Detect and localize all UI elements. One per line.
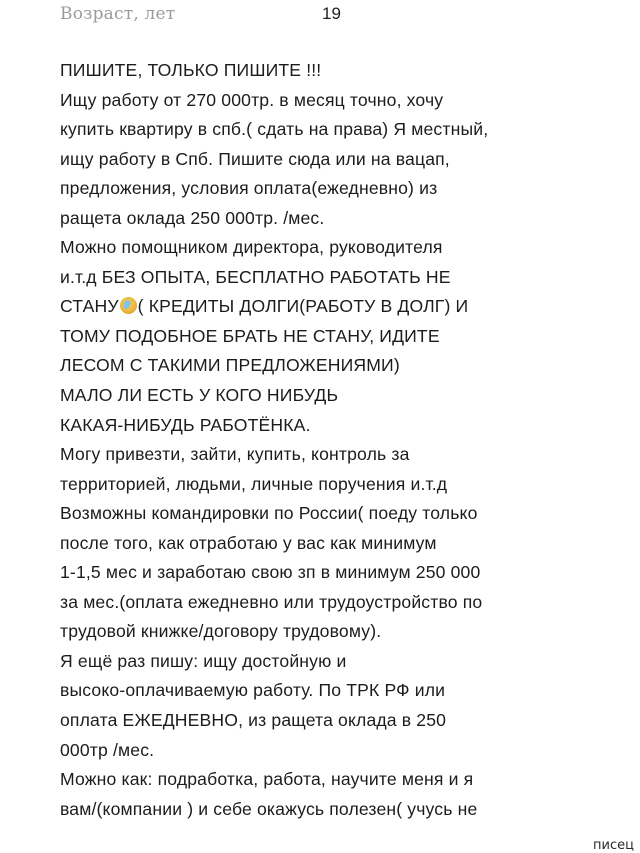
description-line: после того, как отработаю у вас как минимум [60,532,437,553]
description-line: ЛЕСОМ С ТАКИМИ ПРЕДЛОЖЕНИЯМИ) [60,355,400,376]
description-line: ПИШИТЕ, ТОЛЬКО ПИШИТЕ !!! [60,60,322,80]
description-line: Можно помощником директора, руководителя [60,237,443,258]
description-line: высоко-оплачиваемую работу. По ТРК РФ или [60,680,446,701]
site-watermark: писец [593,838,634,853]
description-line: КАКАЯ-НИБУДЬ РАБОТЁНКА. [60,414,311,435]
age-field-row [60,4,580,32]
job-description-text [60,56,612,824]
description-line-prefix: СТАНУ [60,296,119,317]
description-line: ТОМУ ПОДОБНОЕ БРАТЬ НЕ СТАНУ, ИДИТЕ [60,325,440,346]
description-line: территорией, людьми, личные поручения и.т.д [60,473,448,494]
description-line: Возможны командировки по России( поеду только [60,503,478,524]
description-line: ищу работу в Спб. Пишите сюда или на вацап, [60,148,450,169]
description-line-with-emoji [60,292,612,322]
description-line-suffix: ( КРЕДИТЫ ДОЛГИ(РАБОТУ В ДОЛГ) И [137,296,469,317]
description-line: предложения, условия оплата(ежедневно) из [60,178,438,199]
description-line: Я ещё раз пишу: ищу достойную и [60,650,347,671]
description-line: 000тр /мес. [60,739,155,760]
description-line: купить квартиру в спб.( сдать на права) Я местный, [60,119,489,140]
description-line: трудовой книжке/договору трудовому). [60,621,382,642]
description-line: Можно как: подработка, работа, научите меня и я [60,769,474,790]
description-line: Могу привезти, зайти, купить, контроль за [60,444,410,465]
age-label: Возраст, лет [60,4,176,24]
description-line: оплата ЕЖЕДНЕВНО, из ращета оклада в 250 [60,710,447,731]
description-line: Ищу работу от 270 000тр. в месяц точно, хочу [60,89,444,110]
description-line: и.т.д БЕЗ ОПЫТА, БЕСПЛАТНО РАБОТАТЬ НЕ [60,266,451,287]
description-line: вам/(компании ) и себе окажусь полезен( учусь не [60,798,478,819]
crying-face-icon [120,297,137,314]
description-line: МАЛО ЛИ ЕСТЬ У КОГО НИБУДЬ [60,385,339,406]
description-line: 1-1,5 мес и заработаю свою зп в минимум 250 000 [60,562,481,583]
age-value: 19 [322,4,341,23]
description-line: ращета оклада 250 000тр. /мес. [60,207,325,228]
description-line: за мес.(оплата ежедневно или трудоустройство по [60,591,483,612]
